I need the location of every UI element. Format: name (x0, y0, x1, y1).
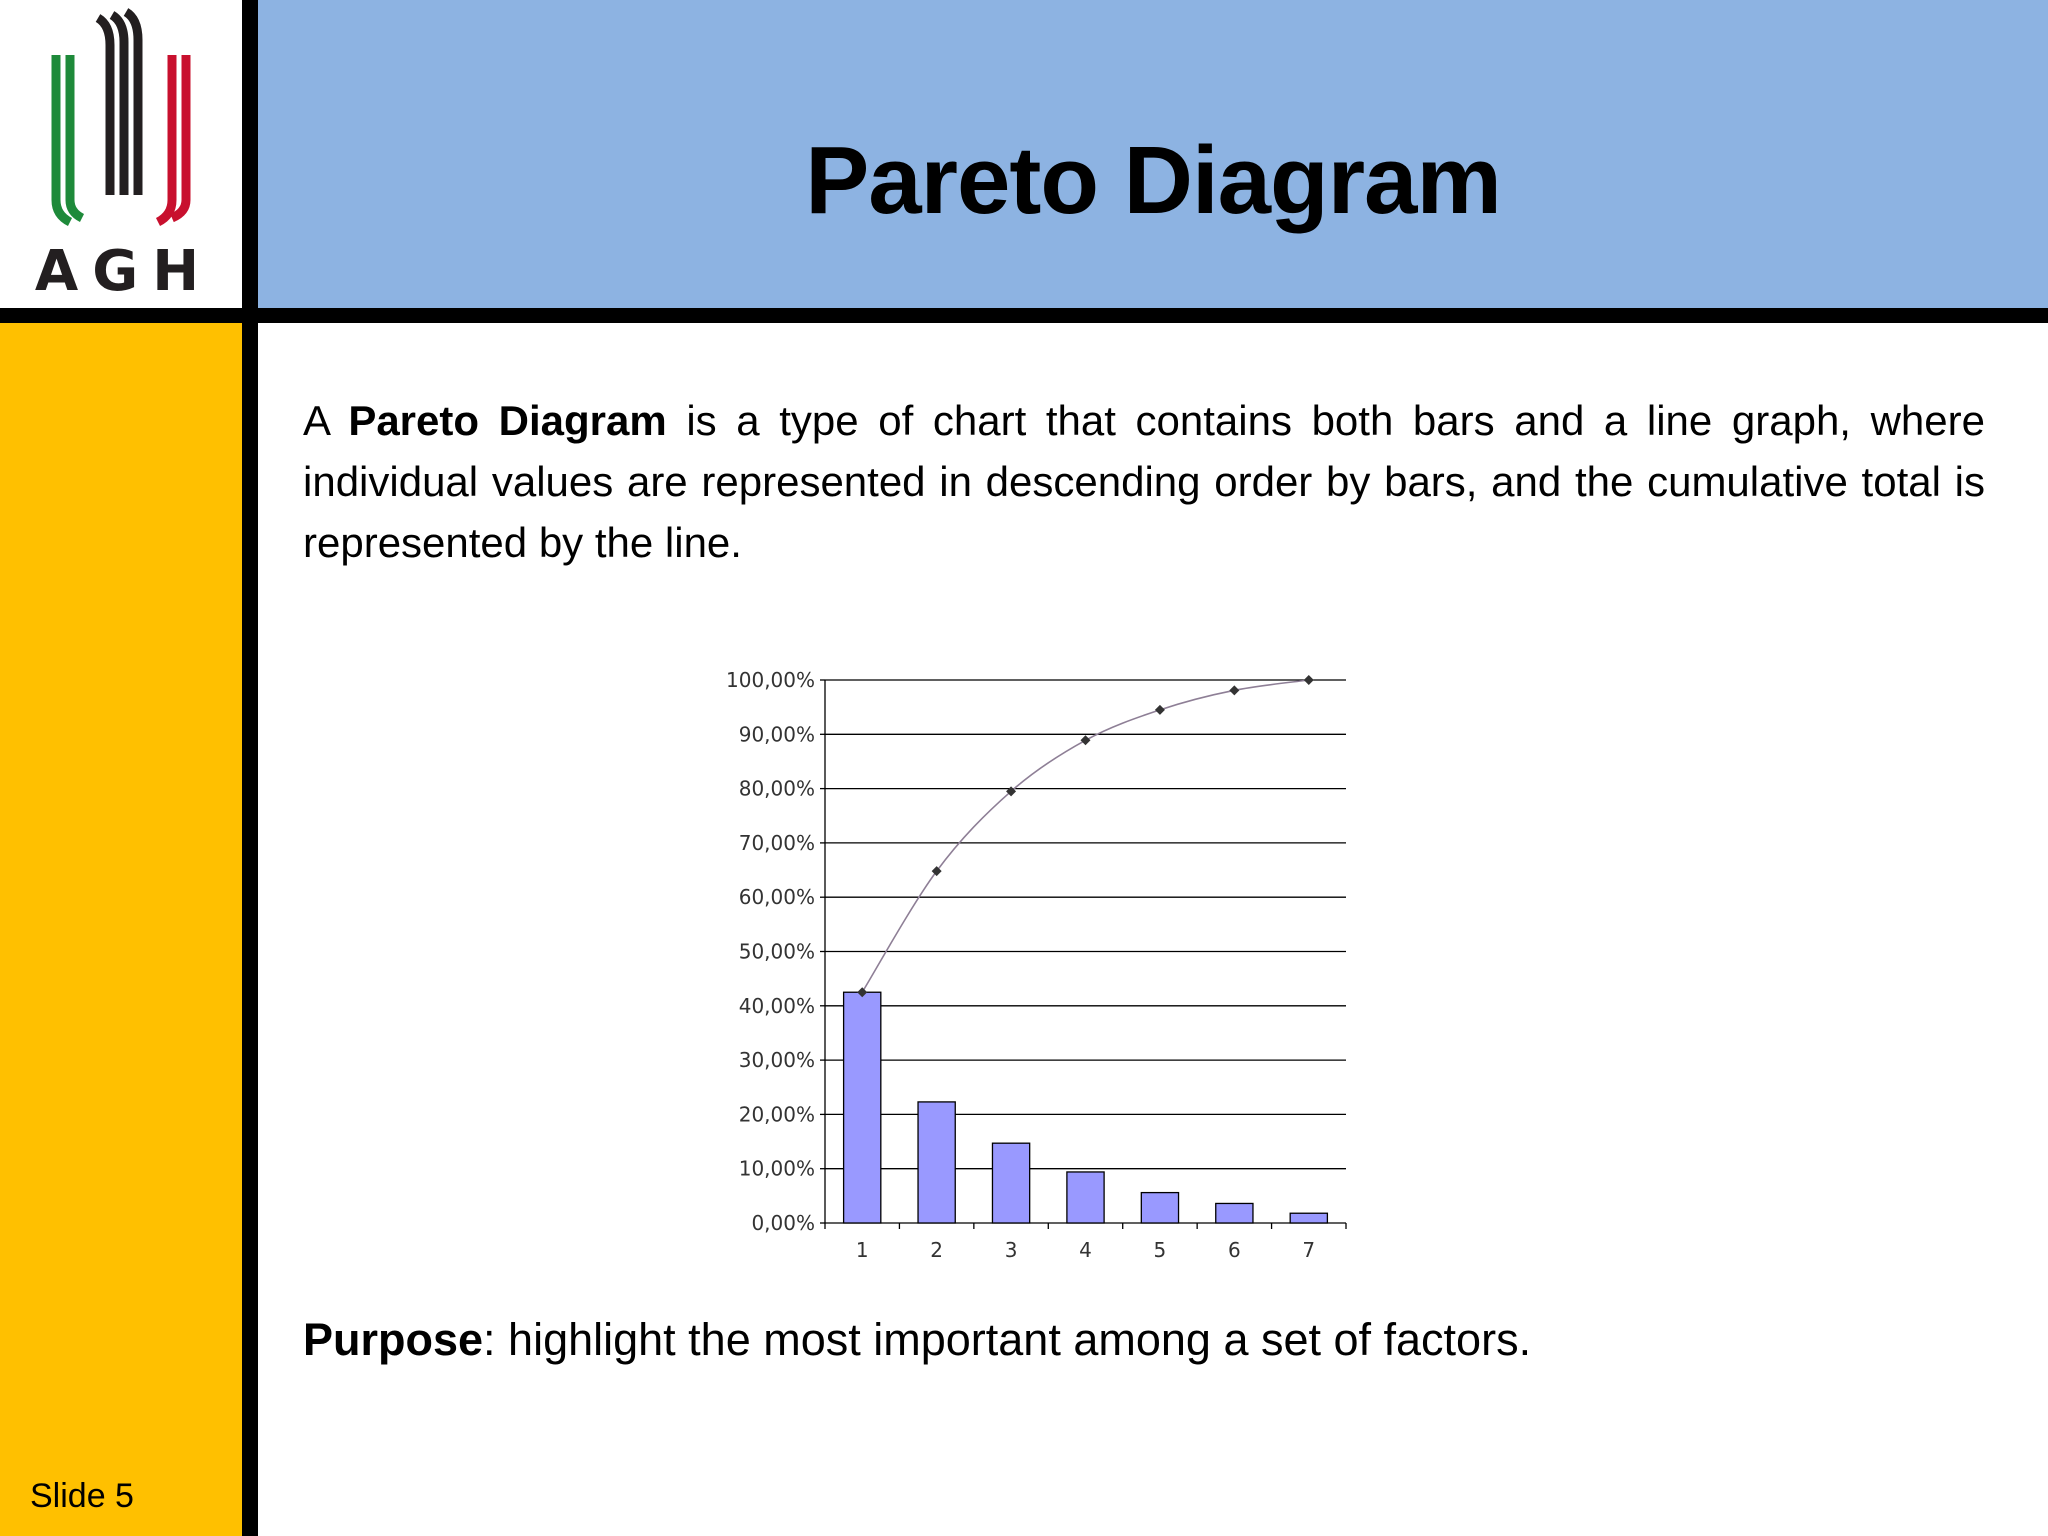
x-tick-label: 5 (1153, 1238, 1167, 1262)
y-tick-label: 30,00% (738, 1048, 815, 1073)
agh-logo-icon (0, 0, 242, 308)
logo-text: AGH (34, 239, 214, 304)
y-tick-label: 100,00% (726, 668, 815, 692)
sidebar-band (0, 323, 242, 1536)
bar (992, 1143, 1029, 1223)
bar (1290, 1213, 1327, 1223)
bar (1216, 1203, 1253, 1223)
x-tick-label: 2 (930, 1238, 944, 1262)
bar (918, 1102, 955, 1223)
y-tick-label: 80,00% (738, 776, 815, 801)
line-point (1304, 675, 1314, 685)
purpose-label: Purpose (303, 1314, 484, 1365)
x-tick-label: 1 (855, 1238, 869, 1262)
y-tick-label: 0,00% (751, 1211, 815, 1235)
intro-paragraph (303, 390, 1985, 573)
bar (1067, 1172, 1104, 1223)
y-tick-label: 90,00% (738, 722, 815, 747)
line-point (1081, 735, 1091, 745)
cumulative-line (862, 680, 1309, 992)
x-tick-label: 7 (1302, 1238, 1316, 1262)
y-tick-label: 10,00% (738, 1156, 815, 1181)
logo-black-stroke (98, 18, 110, 195)
x-tick-label: 3 (1004, 1238, 1018, 1262)
logo-red-stroke (158, 55, 172, 222)
y-tick-label: 50,00% (738, 939, 815, 964)
slide-number: Slide 5 (30, 1477, 134, 1515)
x-tick-label: 4 (1079, 1238, 1092, 1262)
x-tick-label: 6 (1227, 1238, 1241, 1262)
horizontal-divider (0, 308, 2048, 323)
pareto-chart (700, 650, 1380, 1280)
agh-logo (0, 0, 242, 308)
line-point (1155, 705, 1165, 715)
y-tick-label: 70,00% (738, 830, 815, 855)
bar (1141, 1193, 1178, 1223)
y-tick-label: 20,00% (738, 1102, 815, 1127)
intro-bold-term: Pareto Diagram (348, 397, 667, 444)
intro-prefix: A (303, 397, 349, 444)
logo-green-stroke (70, 55, 82, 218)
page-title: Pareto Diagram (805, 127, 1501, 234)
purpose-line (303, 1310, 2003, 1370)
y-tick-label: 40,00% (738, 993, 815, 1018)
vertical-divider (242, 0, 258, 1536)
bar (844, 992, 881, 1223)
y-tick-label: 60,00% (738, 885, 815, 910)
intro-rest: is a type of chart that contains both bars and a line graph, where individual values are represented in descending order by bars, and the cumulative total is represented by the line. (303, 397, 1985, 566)
purpose-text: : highlight the most important among a set of factors. (483, 1314, 1532, 1365)
line-point (1229, 685, 1239, 695)
